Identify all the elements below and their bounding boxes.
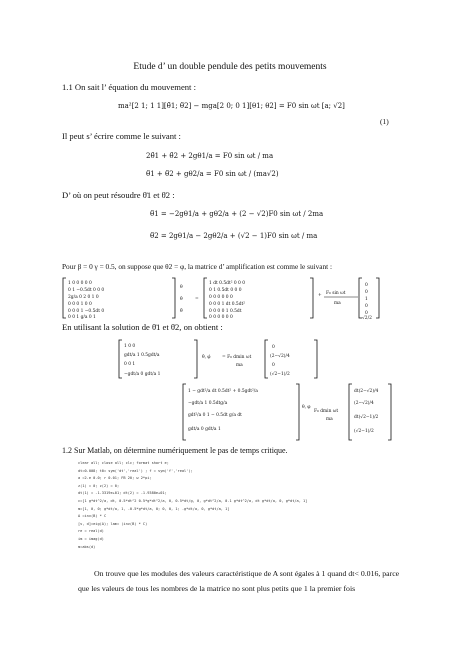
- code-line: m=abs(d): [78, 544, 96, 549]
- text-amplification-matrix: Pour β = 0 γ = 0.5, on suppose que θ2 = φ, la matrice d’ amplification est comme le suivant :: [62, 262, 333, 271]
- svg-text:F₀ dmin ωt: F₀ dmin ωt: [314, 409, 339, 414]
- svg-text:0: 0: [365, 304, 368, 309]
- svg-text:F₀ sin ωt: F₀ sin ωt: [326, 291, 346, 296]
- svg-text:√2/2: √2/2: [362, 316, 372, 320]
- svg-text:+: +: [318, 293, 322, 298]
- svg-text:0 0 1 g/a 0 1: 0 0 1 g/a 0 1: [68, 315, 96, 320]
- code-line: c=[1 g*dt^2/a, dt, 0.5*dt^2 0.5*g*dt^2/a, 0, 0.5*dt/g, 0, g*dt^2/a, 0.1 g*dt^2/a, dt g*dt/a, 0, g*dt/a, 1]: [78, 498, 308, 503]
- section-heading-1-2: 1.2 Sur Matlab, on détermine numériquement le pas de temps critique.: [62, 446, 288, 455]
- code-line: dt=0.008; t0= sym('dt','real') ; f = sym('f','real');: [78, 468, 193, 473]
- equation-2b: θ̈1 + θ̈2 + gθ2/a = F0 sin ωt / (ma√2): [146, 170, 279, 178]
- svg-text:= F₀ dmin ωt: = F₀ dmin ωt: [222, 355, 252, 360]
- svg-text:ma: ma: [236, 363, 243, 368]
- svg-text:θ, φ: θ, φ: [302, 405, 311, 410]
- svg-text:1 − gdt²/a dt 0.5dt² + 0.5g: 1 − gdt²/a dt 0.5dt² + 0.5gdt²/a: [188, 389, 258, 394]
- equation-2a: 2θ̈1 + θ̈2 + 2gθ1/a = F0 sin ωt / ma: [146, 152, 274, 160]
- svg-text:gdt/a 0 gdt/a 1: gdt/a 0 gdt/a 1: [188, 427, 221, 432]
- svg-text:0 0 0 1 0 0: 0 0 0 1 0 0: [68, 302, 92, 307]
- code-line: clear all; close all; clc; format short e;: [78, 461, 169, 465]
- svg-text:=: =: [195, 297, 199, 302]
- svg-text:θ: θ: [180, 285, 183, 290]
- code-line: [v, d]=eig(A); lam= (inv(B) * C): [78, 521, 148, 526]
- code-line: im = imag(d): [78, 536, 104, 541]
- svg-text:1 0 0: 1 0 0: [124, 344, 136, 349]
- code-line: m=[1, 0, 0; g*dt/a, 1, -0.5*g*dt/a, 0; 0, 0, 1; -g*dt/a, 0, g*dt/a, 1]: [78, 506, 230, 511]
- svg-text:ma: ma: [326, 417, 333, 422]
- svg-text:0 0 0 1 dt 0.5dt²: 0 0 0 1 dt 0.5dt²: [209, 302, 246, 307]
- text-rewrite: Il peut s’ écrire comme le suivant :: [62, 131, 181, 141]
- svg-text:(√2−1)/2: (√2−1)/2: [270, 372, 290, 377]
- equation-3b: θ̈2 = 2gθ1/a − 2gθ2/a + (√2 − 1)F0 sin ωt / ma: [150, 232, 318, 240]
- conclusion-paragraph: On trouve que les modules des valeurs caractéristique de A sont égales à 1 quand dt< 0.016, parce que les valeurs de tous les nombres de la matrice no sont plus petits que 1 la premier fois: [78, 569, 400, 593]
- equation-3a: θ̈1 = −2gθ1/a + gθ2/a + (2 − √2)F0 sin ωt / 2ma: [150, 210, 324, 218]
- svg-text:0 0 0 1 −0.5dt 0: 0 0 0 1 −0.5dt 0: [68, 309, 105, 314]
- svg-text:0 1 −0.5dt 0 0 0: 0 1 −0.5dt 0 0 0: [68, 288, 105, 293]
- svg-text:θ̇: θ̇: [180, 297, 183, 302]
- svg-text:0: 0: [272, 345, 275, 350]
- svg-text:dt(√2−1)/2: dt(√2−1)/2: [354, 415, 379, 420]
- reduced-matrix-figure: [118, 338, 318, 380]
- svg-text:ma: ma: [334, 301, 341, 306]
- svg-text:−gdt/a 0 gdt/a 1: −gdt/a 0 gdt/a 1: [124, 372, 161, 377]
- svg-text:θ̈: θ̈: [180, 309, 183, 314]
- svg-text:0 0 0 0 0 0: 0 0 0 0 0 0: [209, 315, 233, 320]
- svg-text:1: 1: [365, 297, 368, 302]
- page-title: Etude d’ un double pendule des petits mouvements: [133, 62, 327, 72]
- text-solve: D’ où on peut résoudre θ̈1 et θ̈2 :: [62, 190, 175, 200]
- equation-of-motion: ma²[2 1; 1 1][θ̈1; θ̈2] − mga[2 0; 0 1][θ1; θ2] = F0 sin ωt [a; √2]: [118, 102, 345, 110]
- code-line: a =2.e 0.0; r 0.01; FB 20; w 2*pi;: [78, 476, 152, 481]
- svg-text:1 0 0 0 0 0: 1 0 0 0 0 0: [68, 281, 92, 286]
- svg-text:gdt/a 1 0.5gdt/a: gdt/a 1 0.5gdt/a: [124, 353, 160, 358]
- amplification-matrix-figure: [62, 276, 402, 320]
- svg-text:−gdt/a 1 0.5dtg/a: −gdt/a 1 0.5dtg/a: [188, 401, 228, 406]
- svg-text:2g/a 0 2 0 1 0: 2g/a 0 2 0 1 0: [68, 295, 99, 300]
- svg-text:dt(2−√2)/4: dt(2−√2)/4: [354, 389, 379, 394]
- code-line: re = real(d): [78, 529, 104, 534]
- text-using-solution: En utilisant la solution de θ̈1 et θ̈2, on obtient :: [62, 322, 223, 332]
- svg-text:0: 0: [272, 363, 275, 368]
- svg-text:(2−√2)/4: (2−√2)/4: [270, 354, 290, 359]
- svg-text:1 dt 0.5dt² 0 0 0: 1 dt 0.5dt² 0 0 0: [209, 281, 246, 286]
- amplification-result-figure: [182, 382, 392, 442]
- code-line: z(1) = 0; z(2) = 0;: [78, 483, 120, 488]
- equation-number: (1): [380, 117, 389, 126]
- code-line: A =inv(B) * C: [78, 514, 107, 519]
- svg-text:0: 0: [365, 283, 368, 288]
- section-heading-1-1: 1.1 On sait l’ équation du mouvement :: [62, 82, 196, 92]
- svg-text:0 0 0 0 0 0: 0 0 0 0 0 0: [209, 295, 233, 300]
- svg-text:0: 0: [365, 311, 368, 316]
- svg-text:θ̇, φ̇: θ̇, φ̇: [202, 355, 211, 360]
- svg-text:0 1 0.5dt 0 0 0: 0 1 0.5dt 0 0 0: [209, 288, 242, 293]
- svg-text:gdt²/a 0 1 − 0.5dt g/a: gdt²/a 0 1 − 0.5dt g/a dt: [188, 413, 242, 418]
- svg-text:0: 0: [365, 290, 368, 295]
- svg-text:0 0 1: 0 0 1: [124, 362, 136, 367]
- matlab-code-block: [78, 462, 307, 553]
- code-line: dt(1) = -1.3319e+01; dt(2) = -1.9380e+01;: [78, 491, 167, 496]
- svg-text:(√2−1)/2: (√2−1)/2: [354, 429, 374, 434]
- svg-text:0 0 0 0 1 0.5dt: 0 0 0 0 1 0.5dt: [209, 309, 242, 314]
- svg-text:(2−√2)/4: (2−√2)/4: [354, 401, 374, 406]
